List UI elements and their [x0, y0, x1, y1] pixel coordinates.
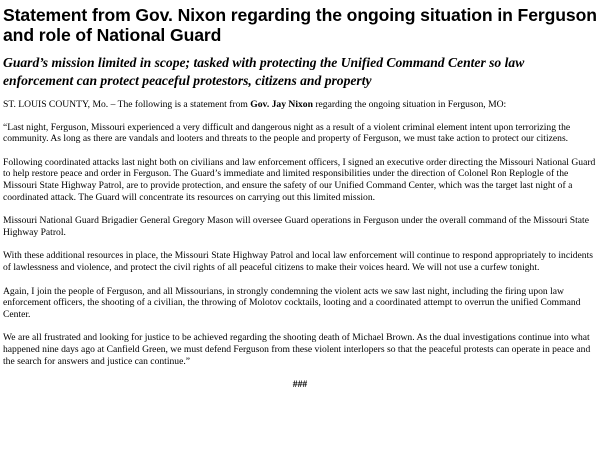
speaker-name: Gov. Jay Nixon: [250, 99, 313, 110]
statement-body: [3, 99, 597, 391]
paragraph-6: We are all frustrated and looking for justice to be achieved regarding the shooting death of Michael Brown. As the dual investigations continue into what happened nine days ago at Canfield Green, we must defend Ferguson from these violent interlopers so that the peaceful protests can operate in peace and the search for answers and justice can continue.”: [3, 332, 591, 367]
subheadline: Guard’s mission limited in scope; tasked with protecting the Unified Command Center so law enforcement can protect peaceful protestors, citizens and property: [3, 55, 525, 88]
dateline-suffix: regarding the ongoing situation in Ferguson, MO:: [312, 99, 507, 110]
paragraph-5: Again, I join the people of Ferguson, and all Missourians, in strongly condemning the violent acts we saw last night, including the firing upon law enforcement officers, the shooting of a civilian, the throwing of Molotov cocktails, looting and a coordinated attempt to overrun the unified Command Center.: [3, 285, 581, 320]
paragraph-3: Missouri National Guard Brigadier General Gregory Mason will oversee Guard operations in Ferguson under the overall command of the Missouri State Highway Patrol.: [3, 215, 589, 238]
headline: Statement from Gov. Nixon regarding the ongoing situation in Ferguson and role of National Guard: [3, 5, 597, 45]
end-mark: ###: [292, 379, 308, 391]
press-release: [3, 0, 597, 391]
dateline: [3, 99, 597, 111]
paragraph-2: Following coordinated attacks last night both on civilians and law enforcement officers, I signed an executive order directing the Missouri National Guard to help restore peace and order in Ferguson. The Guard’s immediate and limited responsibilities under the direction of Colonel Ron Replogle of the Missouri State Highway Patrol, are to provide protection, and ensure the safety of our Unified Command Center, which was the target last night of a coordinated attack. The Guard will concentrate its resources on carrying out this limited mission.: [3, 156, 596, 203]
dateline-prefix: ST. LOUIS COUNTY, Mo. – The following is a statement from: [3, 99, 251, 110]
paragraph-1: “Last night, Ferguson, Missouri experienced a very difficult and dangerous night as a result of a violent criminal element intent upon terrorizing the community. As long as there are vandals and looters and threats to the people and property of Ferguson, we must take action to protect our citizens.: [3, 121, 571, 145]
paragraph-4: With these additional resources in place, the Missouri State Highway Patrol and local law enforcement will continue to respond appropriately to incidents of lawlessness and violence, and protect the civil rights of all peaceful citizens to make their voices heard. We will not use a curfew tonight.: [3, 250, 594, 273]
